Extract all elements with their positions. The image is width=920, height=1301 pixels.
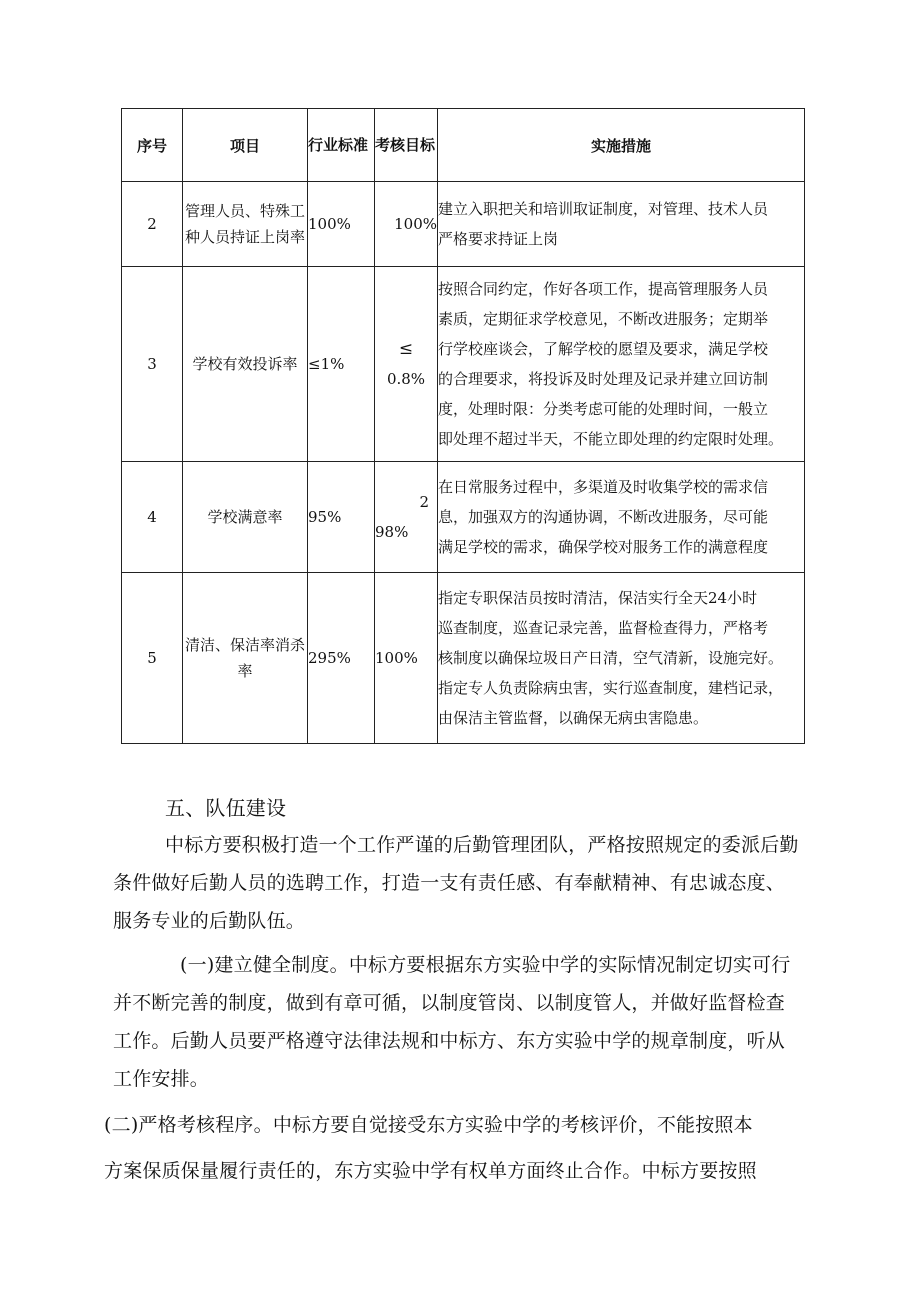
header-no: 序号 [122,109,183,182]
measure-line: 度，处理时限：分类考虑可能的处理时间，一般立 [438,400,769,418]
measure-line: 的合理要求，将投诉及时处理及记录并建立回访制 [438,370,769,388]
section-title: 五、队伍建设 [165,796,287,820]
paragraph-line: 中标方要积极打造一个工作严谨的后勤管理团队，严格按照规定的委派后勤 [165,834,799,856]
header-standard: 行业标准 [308,109,375,182]
measure-line: 即处理不超过半天，不能立即处理的约定限时处理。 [438,430,784,448]
paragraph-line: 工作。后勤人员要严格遵守法律法规和中标方、东方实验中学的规章制度，听从 [113,1030,786,1052]
cell-goal: 100% [375,573,438,744]
cell-item: 学校有效投诉率 [183,267,308,462]
table-row [122,182,805,267]
paragraph-line: 条件做好后勤人员的选聘工作，打造一支有责任感、有奉献精神、有忠诚态度、 [113,872,786,894]
measure-line: 核制度以确保垃圾日产日清，空气清新，设施完好。 [438,649,784,667]
header-measures: 实施措施 [438,109,805,182]
header-item: 项目 [183,109,308,182]
cell-measures [438,182,805,267]
paragraph-line: 并不断完善的制度，做到有章可循，以制度管岗、以制度管人，并做好监督检查 [113,992,786,1014]
kpi-table-wrapper [121,108,805,744]
cell-item: 学校满意率 [183,462,308,573]
cell-measures [438,462,805,573]
goal-bottom: 98% [375,523,409,541]
measure-line: 严格要求持证上岗 [438,230,559,248]
header-goal: 考核目标 [375,109,438,182]
cell-no: 2 [122,182,183,267]
table-row [122,267,805,462]
cell-measures [438,573,805,744]
paragraph-line: (二)严格考核程序。中标方要自觉接受东方实验中学的考核评价，不能按照本 [104,1114,753,1136]
measure-line: 由保洁主管监督，以确保无病虫害隐患。 [438,709,709,727]
kpi-table [121,108,805,744]
cell-measures [438,267,805,462]
measure-line: 指定专人负责除病虫害，实行巡查制度，建档记录， [438,679,784,697]
cell-no: 3 [122,267,183,462]
cell-item: 管理人员、特殊工种人员持证上岗率 [183,182,308,267]
cell-standard: 100% [308,182,375,267]
table-row [122,462,805,573]
table-row [122,573,805,744]
cell-standard: ≤1% [308,267,375,462]
measure-line: 指定专职保洁员按时清洁，保洁实行全天24小时 [438,589,758,607]
measure-line: 素质，定期征求学校意见，不断改进服务；定期举 [438,310,769,328]
paragraph-line: 工作安排。 [113,1068,210,1090]
measure-line: 按照合同约定，作好各项工作，提高管理服务人员 [438,280,769,298]
goal-bottom: 0.8% [386,370,426,388]
paragraph-line: (一)建立健全制度。中标方要根据东方实验中学的实际情况制定切实可行 [180,954,791,976]
paragraph-line: 方案保质保量履行责任的，东方实验中学有权单方面终止合作。中标方要按照 [104,1160,757,1182]
cell-no: 4 [122,462,183,573]
cell-no: 5 [122,573,183,744]
cell-standard: 95% [308,462,375,573]
measure-line: 建立入职把关和培训取证制度，对管理、技术人员 [438,200,769,218]
cell-goal [375,267,438,462]
table-header-row [122,109,805,182]
goal-top: 2 [419,493,429,511]
cell-item: 清洁、保洁率消杀率 [183,573,308,744]
cell-standard: 295% [308,573,375,744]
measure-line: 巡查制度，巡查记录完善，监督检查得力，严格考 [438,619,769,637]
measure-line: 满足学校的需求，确保学校对服务工作的满意程度 [438,538,769,556]
measure-line: 息，加强双方的沟通协调，不断改进服务，尽可能 [438,508,769,526]
measure-line: 在日常服务过程中，多渠道及时收集学校的需求信 [438,478,769,496]
measure-line: 行学校座谈会，了解学校的愿望及要求，满足学校 [438,340,769,358]
cell-goal: 100% [375,182,438,267]
paragraph-line: 服务专业的后勤队伍。 [113,910,306,932]
cell-goal [375,462,438,573]
goal-top: ≤ [398,339,414,359]
